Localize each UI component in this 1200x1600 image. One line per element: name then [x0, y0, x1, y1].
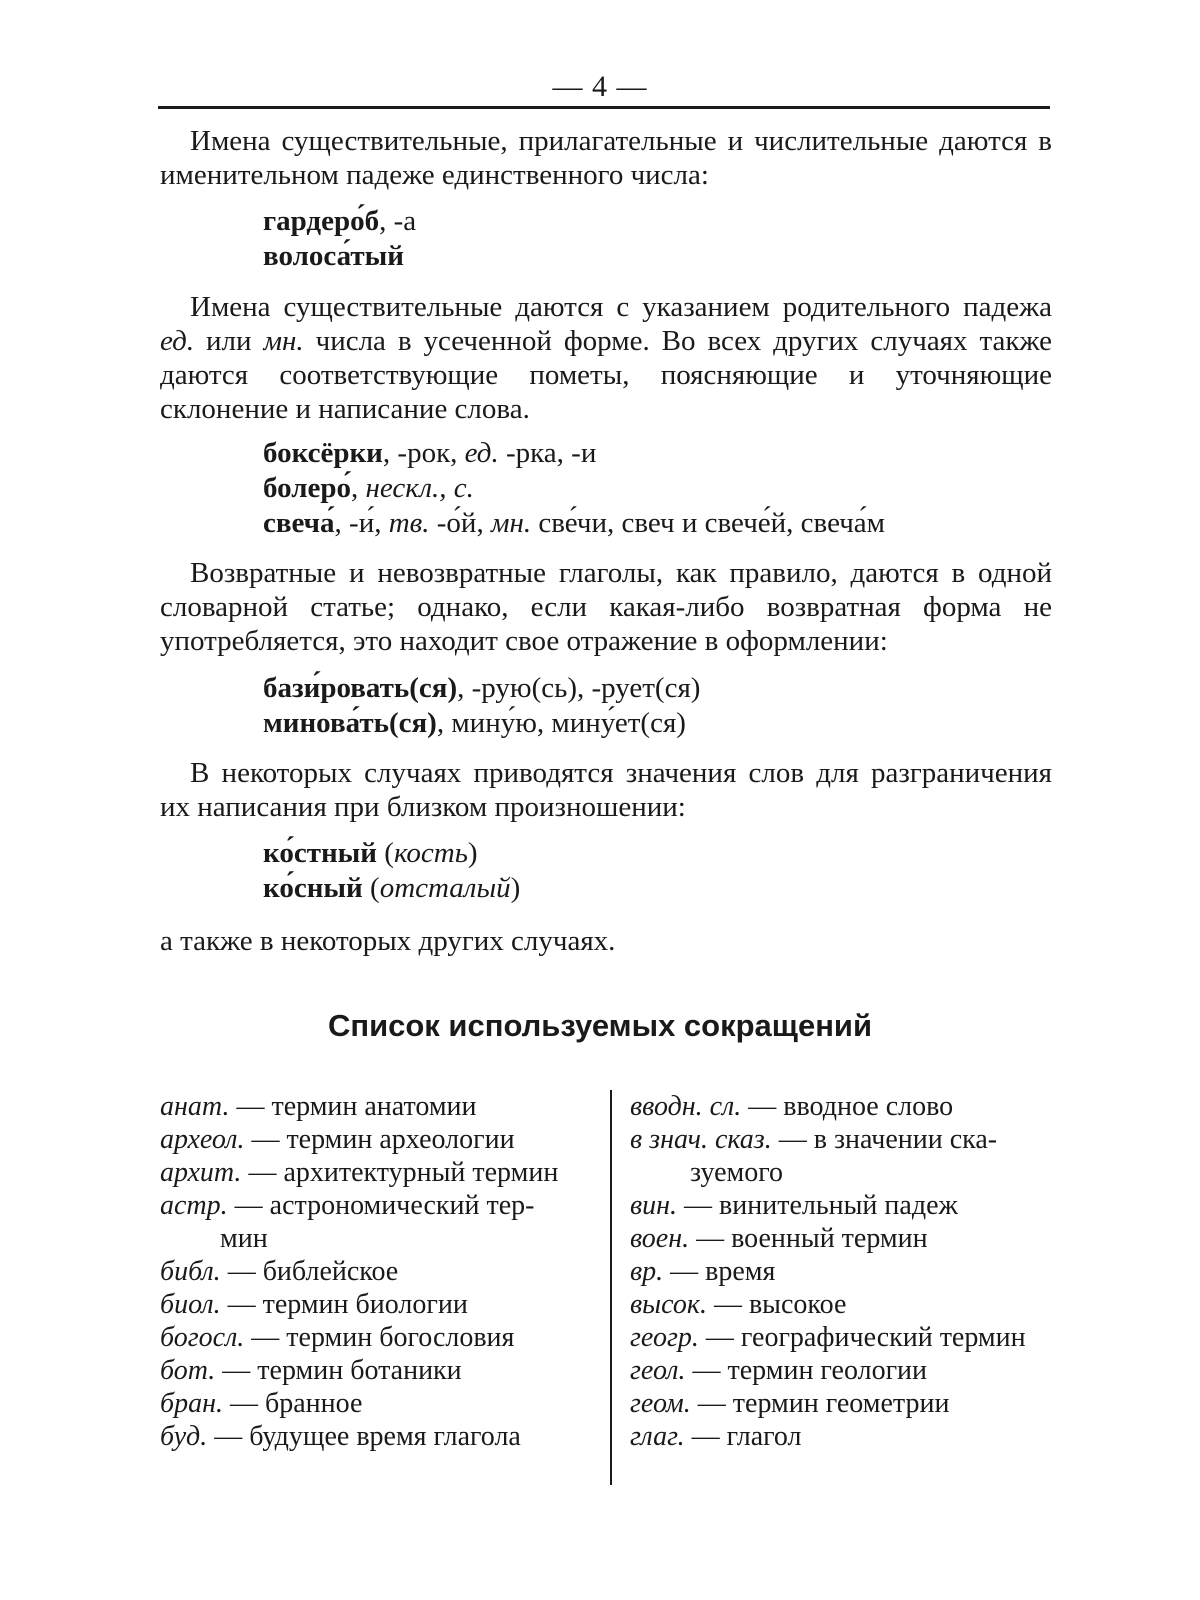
paragraph-meanings: В некоторых случаях приводятся значения слов для разграничения их написания при близком произношении:: [160, 757, 1052, 823]
paragraph-other-cases: а также в некоторых других случаях.: [160, 925, 616, 957]
example-entry: [263, 239, 416, 274]
grammar-label: тв.: [388, 507, 430, 539]
abbreviation-definition: — глагол: [684, 1421, 802, 1452]
grammar-note: , -рок,: [382, 437, 465, 469]
section-heading-abbreviations: Список используемых сокращений: [327, 1008, 873, 1043]
abbreviation-entry: [630, 1387, 1050, 1420]
grammar-label: мн.: [490, 507, 532, 539]
grammar-note: све́чи, свеч и свече́й, свеча́м: [531, 507, 886, 539]
example-entry: [263, 871, 520, 906]
abbreviation: анат.: [160, 1091, 230, 1122]
column-divider: [610, 1090, 612, 1485]
abbreviation-entry: [630, 1255, 1050, 1288]
punctuation: ): [467, 837, 478, 869]
abbreviation: глаг.: [630, 1421, 685, 1452]
abbreviation: геом.: [630, 1388, 691, 1419]
gloss: кость: [393, 837, 468, 869]
abbreviation: вр.: [630, 1256, 664, 1287]
example-entry: [263, 671, 700, 706]
abbreviation-definition: — термин анатомии: [229, 1091, 477, 1122]
abbreviation-entry: [160, 1354, 590, 1387]
headword: свеча́: [263, 507, 335, 539]
abbreviation-entry: [630, 1189, 1050, 1222]
headword: волоса́тый: [263, 240, 404, 272]
grammar-note: , мину́ю, мину́ет(ся): [436, 707, 686, 739]
abbreviation: археол.: [160, 1124, 245, 1155]
abbreviation-entry: [630, 1222, 1050, 1255]
abbreviation-definition: — военный термин: [689, 1223, 928, 1254]
grammar-label: ед.: [464, 437, 499, 469]
abbreviation-entry: [160, 1420, 590, 1453]
abbr-ed: ед.: [160, 325, 195, 357]
abbreviation-entry: [160, 1387, 590, 1420]
headword: боксёрки: [263, 437, 383, 469]
abbreviation: воен.: [630, 1223, 690, 1254]
abbreviation-entry: [160, 1255, 590, 1288]
grammar-note: -о́й,: [429, 507, 491, 539]
punctuation: ): [510, 872, 521, 904]
abbreviation-entry: [160, 1090, 590, 1123]
abbreviation-definition: — термин археологии: [244, 1124, 515, 1155]
abbreviation-definition: — библейское: [220, 1256, 399, 1287]
abbreviation: бран.: [160, 1388, 223, 1419]
headword: бази́ровать(ся): [263, 672, 458, 704]
abbreviation-definition: — географический термин: [698, 1322, 1026, 1353]
abbreviations-column-left: [160, 1090, 590, 1453]
page-number: — 4 —: [552, 70, 648, 103]
abbreviation-entry: [630, 1321, 1050, 1354]
abbreviation-entry: [630, 1354, 1050, 1387]
example-group-declension: [263, 436, 885, 541]
example-entry: [263, 204, 416, 239]
abbreviation-definition: — термин богословия: [244, 1322, 515, 1353]
abbreviation-definition: — высокое: [706, 1289, 847, 1320]
grammar-note: , -а: [379, 205, 417, 237]
abbreviation-definition: — архитектурный термин: [241, 1157, 559, 1188]
example-group-nominative: [263, 204, 416, 274]
headword: минова́ть(ся): [263, 707, 437, 739]
example-entry: [263, 436, 885, 471]
abbreviation-definition: — время: [663, 1256, 776, 1287]
abbreviation-entry: [160, 1156, 590, 1189]
abbreviation: буд.: [160, 1421, 208, 1452]
abbreviation-definition: — астрономический тер-: [227, 1190, 535, 1221]
abbreviation: геол.: [630, 1355, 686, 1386]
abbreviation: вин.: [630, 1190, 678, 1221]
headword: гардеро́б: [263, 205, 380, 237]
abbreviation-entry: [160, 1123, 590, 1156]
abbreviation: биол.: [160, 1289, 221, 1320]
abbreviation-definition: — термин ботаники: [215, 1355, 462, 1386]
punctuation: (: [377, 837, 394, 869]
abbreviation-entry: [630, 1123, 1050, 1189]
abbreviation: библ.: [160, 1256, 221, 1287]
example-group-verbs: [263, 671, 700, 741]
abbreviation-definition: — термин геологии: [685, 1355, 928, 1386]
paragraph-reflexive-verbs: Возвратные и невозвратные глаголы, как правило, даются в одной словарной статье; однако, если какая-либо возвратная форма не употребляется, это находит свое отражение в оформлении:: [160, 557, 1052, 657]
abbreviation: бот.: [160, 1355, 216, 1386]
abbreviation: астр.: [160, 1190, 228, 1221]
grammar-note: -рка, -и: [498, 437, 597, 469]
abbreviation-entry: [630, 1288, 1050, 1321]
abbreviation-entry: [630, 1090, 1050, 1123]
abbreviation-entry: [630, 1420, 1050, 1453]
example-group-meanings: [263, 836, 520, 906]
abbreviation-definition: — термин геометрии: [690, 1388, 950, 1419]
grammar-note: , -рую(сь), -рует(ся): [457, 672, 701, 704]
grammar-note: ,: [351, 472, 366, 504]
example-entry: [263, 836, 520, 871]
example-entry: [263, 506, 885, 541]
abbreviation: геогр.: [630, 1322, 699, 1353]
grammar-label: нескл., с.: [365, 472, 474, 504]
abbreviation: высок.: [630, 1289, 707, 1320]
example-entry: [263, 471, 885, 506]
abbreviation-definition: — винительный падеж: [677, 1190, 958, 1221]
abbreviation-definition: — будущее время глагола: [207, 1421, 521, 1452]
abbreviation-definition: — бранное: [222, 1388, 363, 1419]
gloss: отсталый: [379, 872, 511, 904]
abbreviation-definition-continued: зуемого: [690, 1157, 784, 1188]
headword: ко́стный: [263, 837, 378, 869]
headword: болеро́: [263, 472, 352, 504]
paragraph-nominative-case: Имена существительные, прилагательные и числительные даются в именительном падеже единственного числа:: [160, 125, 1052, 191]
grammar-note: , -и́,: [334, 507, 389, 539]
abbr-mn: мн.: [263, 325, 304, 357]
abbreviation-entry: [160, 1288, 590, 1321]
paragraph-text: числа в усеченной форме. Во всех других случаях также даются соответствующие пометы, поясняющие и уточняющие склонение и написание слова.: [160, 325, 1052, 425]
abbreviation-definition: — вводное слово: [741, 1091, 954, 1122]
paragraph-genitive-case: [160, 290, 1052, 426]
abbreviation-entry: [160, 1321, 590, 1354]
abbreviation: богосл.: [160, 1322, 245, 1353]
abbreviation-definition: — в значении ска-: [771, 1124, 998, 1155]
abbreviation: вводн. сл.: [630, 1091, 742, 1122]
abbreviation-entry: [160, 1189, 590, 1255]
abbreviations-column-right: [630, 1090, 1050, 1453]
example-entry: [263, 706, 700, 741]
punctuation: (: [362, 872, 380, 904]
header-rule: [158, 106, 1050, 109]
paragraph-text: Имена существительные даются с указанием родительного падежа: [190, 291, 1052, 323]
abbreviation-definition-continued: мин: [220, 1223, 268, 1254]
abbreviation: в знач. сказ.: [630, 1124, 772, 1155]
abbreviation-definition: — термин биологии: [220, 1289, 468, 1320]
abbreviation: архит.: [160, 1157, 242, 1188]
paragraph-text: или: [194, 325, 264, 357]
headword: ко́сный: [263, 872, 363, 904]
